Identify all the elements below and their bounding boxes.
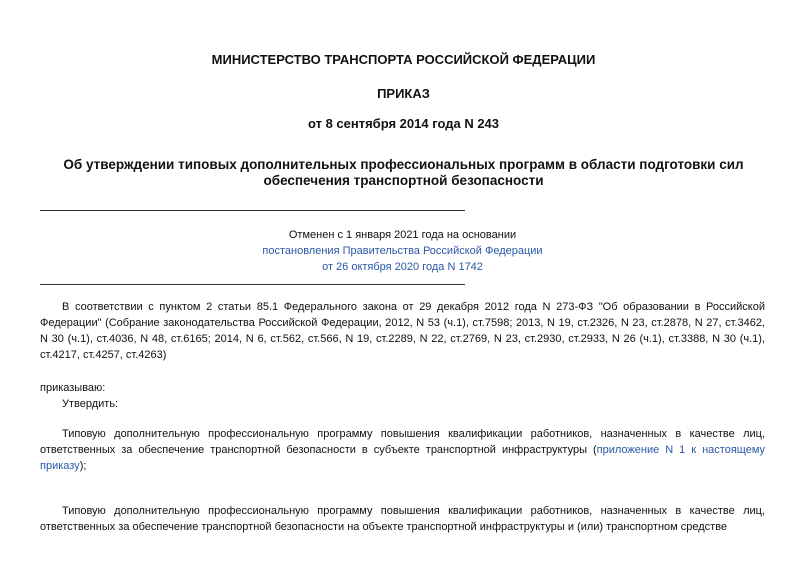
program-item-1-end: ); — [79, 460, 87, 472]
approve-word: Утвердить: — [62, 398, 119, 410]
order-word: приказываю: — [40, 382, 106, 394]
repeal-notice: Отменен с 1 января 2021 года на основании — [288, 229, 517, 241]
intro-paragraph: В соответствии с пунктом 2 статьи 85.1 Федерального закона от 29 декабря 2012 года N 273-ФЗ "Об образовании в Российской Федерации" (Собрание законодательства Российской Федерации, 2012, N 53 (ч.1), ст.7598; 2013, N 19, ст.2326, N 23, ст.2878, N 27, ст.3462, N 30 (ч.1), ст.4036, N 48, ст.6165; 2014, N 6, ст.562, ст.566, N 19, ст.2289, N 22, ст.2769, N 23, ст.2930, ст.2933, N 26 (ч.1), ст.3388, N 30 (ч.1), ст.4217, ст.4257, ст.4263) — [40, 301, 765, 361]
ministry-heading: МИНИСТЕРСТВО ТРАНСПОРТА РОССИЙСКОЙ ФЕДЕРАЦИИ — [211, 52, 596, 67]
program-item-1-text: Типовую дополнительную профессиональную программу повышения квалификации работников, назначенных в качестве лиц, ответственных за обеспечение транспортной безопасности в субъекте транспортной инфраструктуры ( — [40, 428, 765, 456]
program-item-2: Типовую дополнительную профессиональную программу повышения квалификации работников, назначенных в качестве лиц, ответственных за обеспечение транспортной безопасности на объекте транспортной инфраструктуры и (или) транспортном средстве — [40, 505, 765, 533]
program-item-1 — [40, 426, 765, 474]
repeal-link-date[interactable]: от 26 октября 2020 года N 1742 — [322, 261, 483, 273]
document-date-number: от 8 сентября 2014 года N 243 — [307, 116, 500, 131]
divider-bottom — [40, 284, 465, 285]
document-title: Об утверждении типовых дополнительных профессиональных программ в области подготовки сил обеспечения транспортной безопасности — [63, 157, 744, 188]
divider-top — [40, 210, 465, 211]
document-type-heading: ПРИКАЗ — [377, 86, 430, 101]
appendix-1-link[interactable]: приложение N 1 к настоящему приказу — [40, 444, 766, 472]
repeal-link-decree[interactable]: постановления Правительства Российской Федерации — [262, 245, 543, 257]
